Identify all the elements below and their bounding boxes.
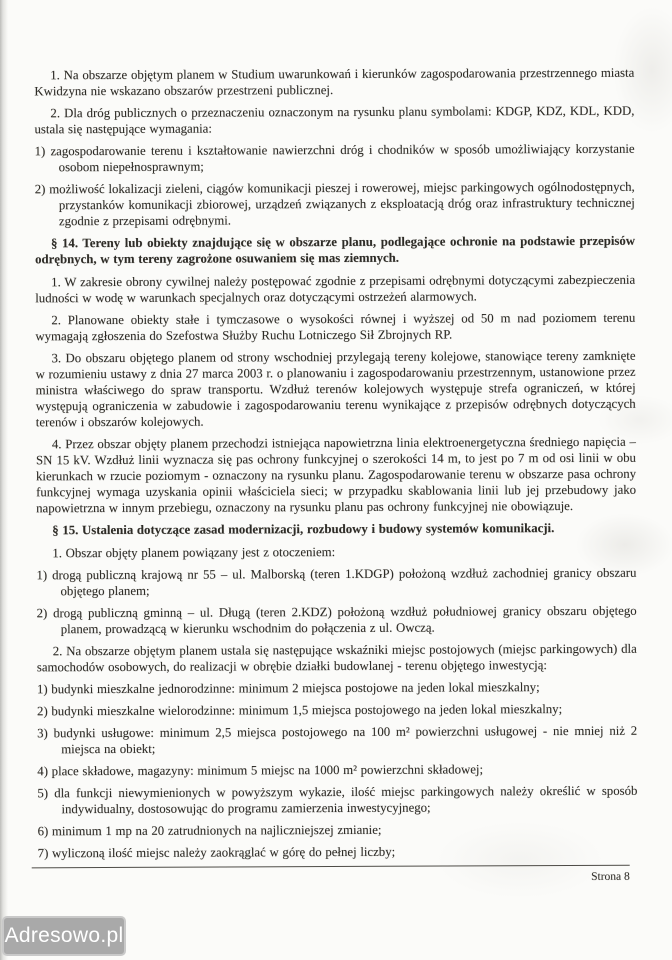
adresowo-watermark: Adresowo.pl xyxy=(2,916,126,956)
paragraph-tereny-kolejowe: 3. Do obszaru objętego planem od strony wschodniej przylegają tereny kolejowe, stanowiące tereny zamknięte w rozumieniu ustawy z dnia 27 marca 2003 r. o planowaniu i zagospodarowaniu przestrzennym, ustanowione przez ministra właściwego do spraw transportu. Wzdłuż terenów kolejowych występuje strefa ograniczeń, w której występują ograniczenia w zabudowie i zagospodarowaniu terenu wynikające z przepisów odrębnych dotyczących terenów i obszarów kolejowych. xyxy=(35,348,636,430)
page-number: Strona 8 xyxy=(591,870,630,883)
paragraph-wskazniki-miejsc: 2. Na obszarze objętym planem ustala się następujące wskaźniki miejsc postojowych (miejsc parkingowych) dla samochodów osobowych, do realizacji w obrębie działki budowlanej - terenu objętego inwestycją: xyxy=(36,641,637,675)
list-item-wielorodzinne: 2) budynki mieszkalne wielorodzinne: minimum 1,5 miejsca postojowego na jeden lokal mieszkalny; xyxy=(36,702,563,719)
list-item-funkcje-inne: 5) dla funkcji niewymienionych w powyższym wykazie, ilość miejsc parkingowych należy określić w sposób indywidualny, dostosowując do programu zamierzenia inwestycyjnego; xyxy=(37,783,638,817)
list-item-zaokraglanie: 7) wyliczoną ilość miejsc należy zaokrąglać w górę do pełnej liczby; xyxy=(37,844,396,861)
document-text-block xyxy=(34,65,638,886)
list-item-minimum-mp: 6) minimum 1 mp na 20 zatrudnionych na najliczniejszej zmianie; xyxy=(37,822,382,839)
paragraph-obrona-cywilna: 1. W zakresie obrony cywilnej należy postępować zgodnie z przepisami odrębnymi dotyczącymi zabezpieczenia ludności w wodę w warunkach specjalnych oraz dotyczącymi ostrzeżeń alarmowych. xyxy=(35,272,636,306)
paragraph-drogi-publiczne: 2. Dla dróg publicznych o przeznaczeniu oznaczonym na rysunku planu symbolami: KDGP, KDZ, KDL, KDD, ustala się następujące wymagania: xyxy=(34,103,635,137)
paragraph-linia-sn15kv: 4. Przez obszar objęty planem przechodzi istniejąca napowietrzna linia elektroenergetyczna średniego napięcia – SN 15 kV. Wzdłuż linii wyznacza się pas ochrony funkcyjnej o szerokości 14 m, to jest po 7 m od osi linii w obu kierunkach w rzucie poziomym - oznaczony na rysunku planu. Zagospodarowanie terenu w obszarze pasa ochrony funkcyjnej wymaga uzyskania opinii właściciela sieci; w przypadku skablowania linii lub jej przebudowy jako napowietrzna w innym przebiegu, oznaczony na rysunku planu pas ochrony funkcyjnej nie obowiązuje. xyxy=(35,434,637,516)
list-item-place-skladowe: 4) place składowe, magazyny: minimum 5 miejsc na 1000 m² powierzchni składowej; xyxy=(37,762,484,779)
list-item-uslugowe: 3) budynki usługowe: minimum 2,5 miejsca postojowego na 100 m² powierzchni usługowej - nie mniej niż 2 miejsca na obiekt; xyxy=(37,723,638,757)
paragraph-studium: 1. Na obszarze objętym planem w Studium uwarunkowań i kierunków zagospodarowania przestrzennego miasta Kwidzyna nie wskazano obszarów przestrzeni publicznej. xyxy=(34,65,635,99)
list-item-droga-gminna: 2) drogą publiczną gminną – ul. Długą (teren 2.KDZ) położoną wzdłuż południowej granicy obszaru objętego planem, prowadzącą w kierunku wschodnim do połączenia z ul. Owczą. xyxy=(36,603,637,637)
paragraph-obiekty-50m: 2. Planowane obiekty stałe i tymczasowe o wysokości równej i wyższej od 50 m nad poziomem terenu wymagają zgłoszenia do Szefostwa Służby Ruchu Lotniczego Sił Zbrojnych RP. xyxy=(35,310,636,344)
paragraph-obszar-powiazany: 1. Obszar objęty planem powiązany jest z otoczeniem: xyxy=(52,545,336,561)
list-item-mozliwosc-zieleni: 2) możliwość lokalizacji zieleni, ciągów komunikacji pieszej i rowerowej, miejsc parkingowych ogólnodostępnych, przystanków komunikacji zbiorowej, urządzeń związanych z eksploatacją dróg oraz infrastruktury technicznej zgodnie z przepisami odrębnymi. xyxy=(34,179,635,229)
list-item-zagospodarowanie: 1) zagospodarowanie terenu i kształtowanie nawierzchni dróg i chodników w sposób umożliwiający korzystanie osobom niepełnosprawnym; xyxy=(34,141,635,175)
list-item-jednorodzinne: 1) budynki mieszkalne jednorodzinne: minimum 2 miejsca postojowe na jeden lokal mieszkalny; xyxy=(36,680,540,697)
section-heading-par-15: § 15. Ustalenia dotyczące zasad modernizacji, rozbudowy i budowy systemów komunikacji. xyxy=(52,521,555,538)
list-item-droga-krajowa-55: 1) drogą publiczną krajową nr 55 – ul. Malborską (teren 1.KDGP) położoną wzdłuż zachodniej granicy obszaru objętego planem; xyxy=(36,565,637,599)
section-heading-par-14: § 14. Tereny lub obiekty znajdujące się w obszarze planu, podlegające ochronie na podstawie przepisów odrębnych, w tym tereny zagrożone osuwaniem się mas ziemnych. xyxy=(35,233,636,267)
footer-divider xyxy=(32,865,630,869)
